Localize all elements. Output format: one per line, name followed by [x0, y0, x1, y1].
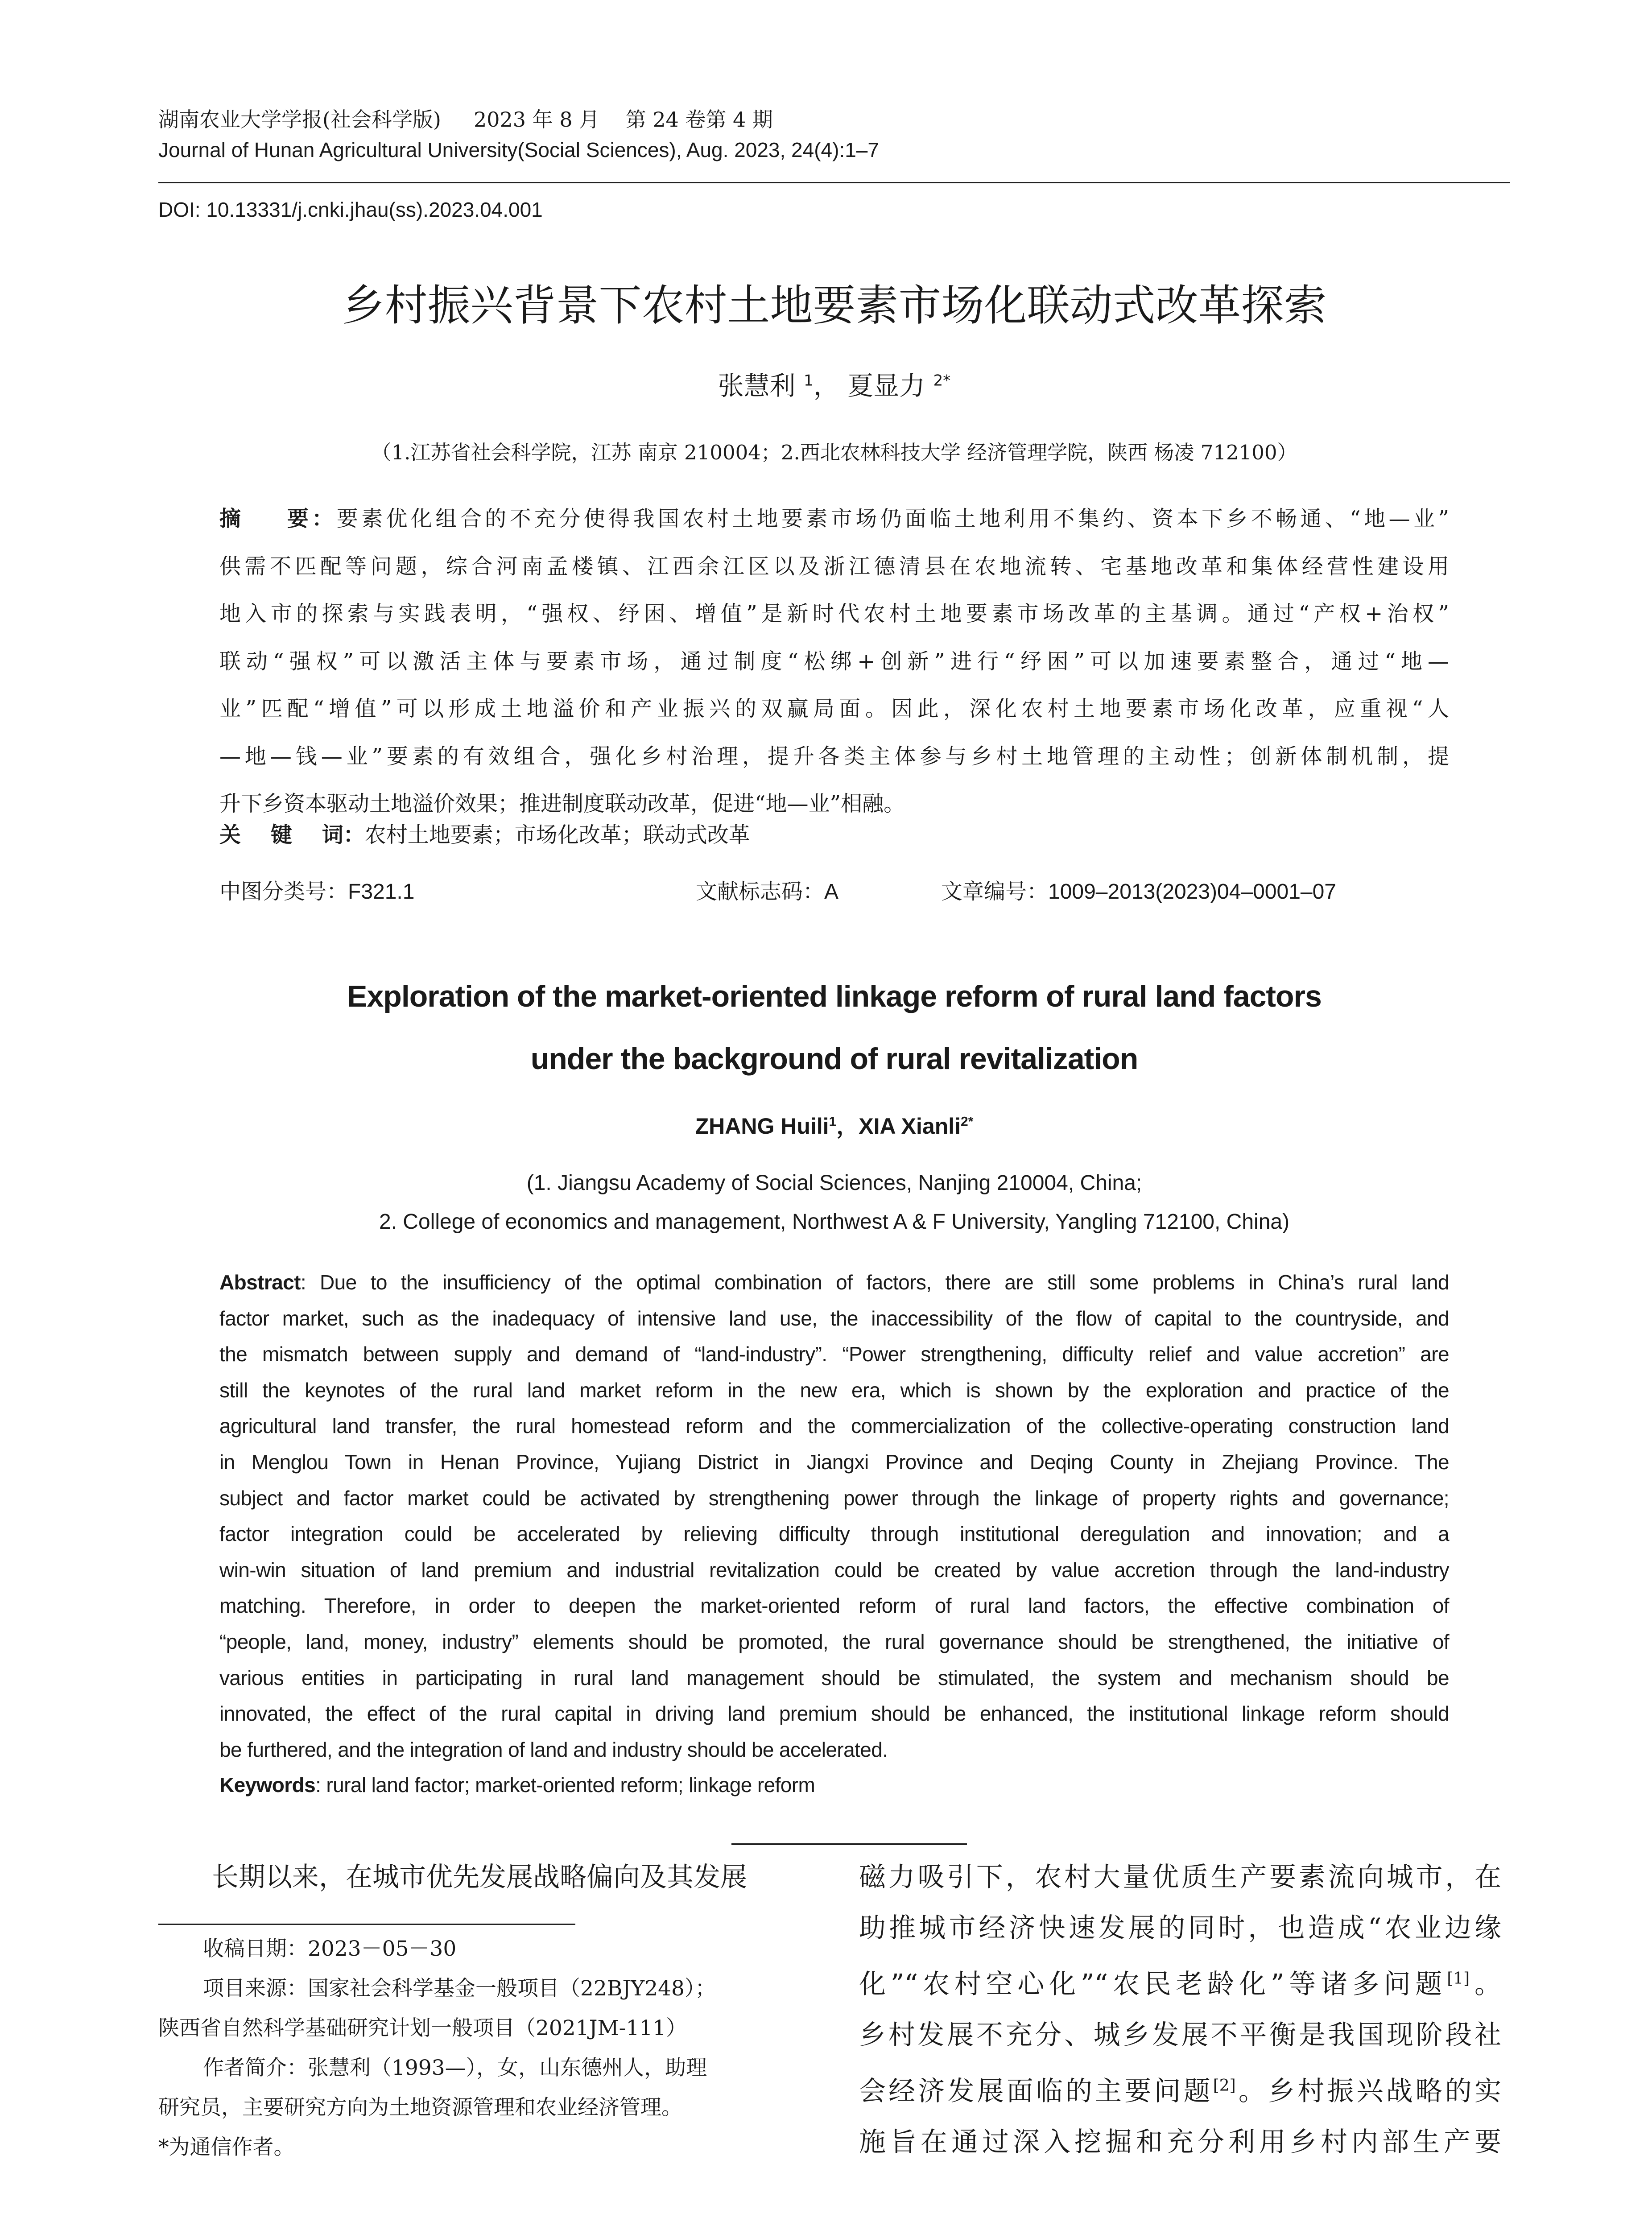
abstract-en: [219, 1264, 1449, 1767]
authors-en: [158, 1108, 1510, 1140]
keywords-en: [219, 1773, 815, 1797]
document-code-value: A: [824, 880, 839, 904]
clc-label: 中图分类号：: [219, 879, 348, 904]
abstract-cn-line: —地—钱—业”要素的有效组合，强化乡村治理，提升各类主体参与乡村土地管理的主动性；创新体制机制，提: [219, 743, 1449, 769]
keywords-en-text: : rural land factor; market-oriented reform; linkage reform: [315, 1773, 815, 1796]
footnote-received: 收稿日期：2023－05－30: [203, 1937, 457, 1961]
section-separator: [731, 1843, 967, 1845]
abstract-en-line: still the keynotes of the rural land market reform in the new era, which is shown by the exploration and practice of the: [219, 1378, 1449, 1402]
abstract-en-label: Abstract: [219, 1271, 301, 1294]
keywords-cn-text: 农村土地要素；市场化改革；联动式改革: [364, 822, 750, 847]
body-text-line: [859, 1953, 1501, 2010]
paper-title-en-line2: under the background of rural revitalization: [530, 1042, 1138, 1076]
author2-en-affiliation-mark: 2*: [961, 1114, 974, 1129]
body-right-column: [859, 1852, 1501, 2168]
article-number-value: 1009–2013(2023)04–0001–07: [1048, 880, 1336, 904]
abstract-cn-line: 地入市的探索与实践表明，“强权、纾困、增值”是新时代农村土地要素市场改革的主基调。通过“产权+治权”: [219, 601, 1449, 626]
journal-header-en: Journal of Hunan Agricultural University(Social Sciences), Aug. 2023, 24(4):1–7: [158, 138, 879, 161]
header-rule: [158, 182, 1510, 183]
affiliation-cn: （1.江苏省社会科学院，江苏 南京 210004；2.西北农林科技大学 经济管理学院，陕西 杨凌 712100）: [371, 441, 1297, 464]
abstract-cn-label: 摘 要：: [219, 506, 337, 531]
paper-title-cn: 乡村振兴背景下农村土地要素市场化联动式改革探索: [342, 281, 1327, 330]
citation-2[interactable]: [2]: [1213, 2077, 1236, 2095]
body-text-line: [859, 2061, 1501, 2117]
footnote-rule: [158, 1924, 575, 1925]
keywords-cn-label: 关 键 词：: [219, 822, 365, 847]
author1-en: ZHANG Huili: [695, 1114, 829, 1139]
abstract-cn-line: 要素优化组合的不充分使得我国农村土地要素市场仍面临土地利用不集约、资本下乡不畅通、“地—业”: [336, 506, 1449, 531]
body-left-column: [158, 1852, 801, 1903]
author2-en: XIA Xianli: [859, 1114, 961, 1139]
paper-title-en-line1: Exploration of the market-oriented linkage reform of rural land factors: [347, 979, 1322, 1013]
clc-value: F321.1: [348, 880, 415, 904]
author2-cn-affiliation-mark: 2*: [933, 372, 951, 390]
article-number: [941, 874, 1336, 905]
body-text-line: 乡村发展不充分、城乡发展不平衡是我国现阶段社: [859, 2019, 1501, 2051]
author-separator-cn: ，: [813, 371, 839, 401]
footnote-author-info: 作者简介：张慧利（1993—），女，山东德州人，助理: [203, 2056, 707, 2080]
abstract-en-line: be furthered, and the integration of land and industry should be accelerated.: [219, 1738, 888, 1761]
abstract-en-line: the mismatch between supply and demand of “land-industry”. “Power strengthening, difficulty relief and value accretion” are: [219, 1342, 1449, 1366]
authors-cn: [158, 365, 1510, 402]
body-text-segment: 。: [1470, 1969, 1501, 2000]
abstract-en-line: factor integration could be accelerated by relieving difficulty through institutional deregulation and innovation; and a: [219, 1522, 1449, 1546]
body-text-segment: 。乡村振兴战略的实: [1235, 2076, 1502, 2107]
doi: DOI: 10.13331/j.cnki.jhau(ss).2023.04.001: [158, 198, 543, 221]
abstract-cn-line: 业”匹配“增值”可以形成土地溢价和产业振兴的双赢局面。因此，深化农村土地要素市场化改革，应重视“人: [219, 696, 1449, 721]
body-text-line: 助推城市经济快速发展的同时，也造成“农业边缘: [859, 1912, 1501, 1944]
footnotes: [158, 1929, 801, 2167]
abstract-cn-line: 升下乡资本驱动土地溢价效果；推进制度联动改革，促进“地—业”相融。: [219, 791, 905, 816]
author1-en-affiliation-mark: 1: [829, 1114, 837, 1129]
abstract-en-line: in Menglou Town in Henan Province, Yujiang District in Jiangxi Province and Deqing County in Zhejiang Province. The: [219, 1450, 1449, 1474]
abstract-en-line: innovated, the effect of the rural capital in driving land premium should be enhanced, the institutional linkage reform should: [219, 1702, 1449, 1726]
footnote-funding-cont: 陕西省自然科学基础研究计划一般项目（2021JM-111）: [158, 2016, 687, 2040]
document-code: [696, 874, 838, 905]
abstract-en-line: : Due to the insufficiency of the optimal combination of factors, there are still some problems in China’s rural land: [300, 1271, 1449, 1294]
author-separator-en: ，: [836, 1114, 859, 1139]
keywords-cn: [219, 818, 750, 848]
body-text-segment: 会经济发展面临的主要问题: [859, 2076, 1213, 2107]
body-text-line: 长期以来，在城市优先发展战略偏向及其发展: [212, 1862, 747, 1893]
body-text-line: 磁力吸引下，农村大量优质生产要素流向城市，在: [859, 1862, 1501, 1893]
citation-1[interactable]: [1]: [1447, 1970, 1470, 1988]
footnote-funding: 项目来源：国家社会科学基金一般项目（22BJY248）；: [203, 1976, 716, 2001]
footnote-corresponding: *为通信作者。: [158, 2135, 295, 2160]
author2-cn: 夏显力: [847, 371, 925, 401]
abstract-cn-line: 供需不匹配等问题，综合河南孟楼镇、江西余江区以及浙江德清县在农地流转、宅基地改革和集体经营性建设用: [219, 553, 1449, 579]
body-text-line: 施旨在通过深入挖掘和充分利用乡村内部生产要: [859, 2126, 1501, 2158]
journal-header-cn: 湖南农业大学学报(社会科学版) 2023 年 8 月 第 24 卷第 4 期: [158, 107, 773, 132]
affiliation-en-1: (1. Jiangsu Academy of Social Sciences, Nanjing 210004, China;: [526, 1171, 1142, 1195]
keywords-en-label: Keywords: [219, 1773, 316, 1796]
document-code-label: 文献标志码：: [696, 879, 825, 904]
author1-cn: 张慧利: [718, 371, 796, 401]
affiliation-en-2: 2. College of economics and management, Northwest A & F University, Yangling 712100, China): [379, 1210, 1290, 1234]
body-text-segment: 化”“农村空心化”“农民老龄化”等诸多问题: [859, 1969, 1447, 2000]
abstract-en-line: factor market, such as the inadequacy of intensive land use, the inaccessibility of the flow of capital to the countryside, and: [219, 1306, 1449, 1330]
abstract-en-line: subject and factor market could be activated by strengthening power through the linkage of property rights and governance;: [219, 1486, 1449, 1510]
abstract-en-line: “people, land, money, industry” elements should be promoted, the rural governance should be strengthened, the initiative of: [219, 1630, 1449, 1653]
clc-number: [219, 874, 414, 905]
footnote-author-info-cont: 研究员，主要研究方向为土地资源管理和农业经济管理。: [158, 2095, 682, 2120]
author1-cn-affiliation-mark: 1: [804, 372, 814, 390]
abstract-cn: [219, 495, 1449, 828]
abstract-en-line: matching. Therefore, in order to deepen the market-oriented reform of rural land factors, the effective combination of: [219, 1594, 1449, 1618]
abstract-en-line: agricultural land transfer, the rural homestead reform and the commercialization of the collective-operating construction land: [219, 1414, 1449, 1438]
article-number-label: 文章编号：: [941, 879, 1049, 904]
abstract-en-line: various entities in participating in rural land management should be stimulated, the system and mechanism should be: [219, 1666, 1449, 1689]
abstract-cn-line: 联动“强权”可以激活主体与要素市场，通过制度“松绑+创新”进行“纾困”可以加速要素整合，通过“地—: [219, 648, 1449, 674]
abstract-en-line: win-win situation of land premium and industrial revitalization could be created by value accretion through the land-industry: [219, 1558, 1449, 1582]
